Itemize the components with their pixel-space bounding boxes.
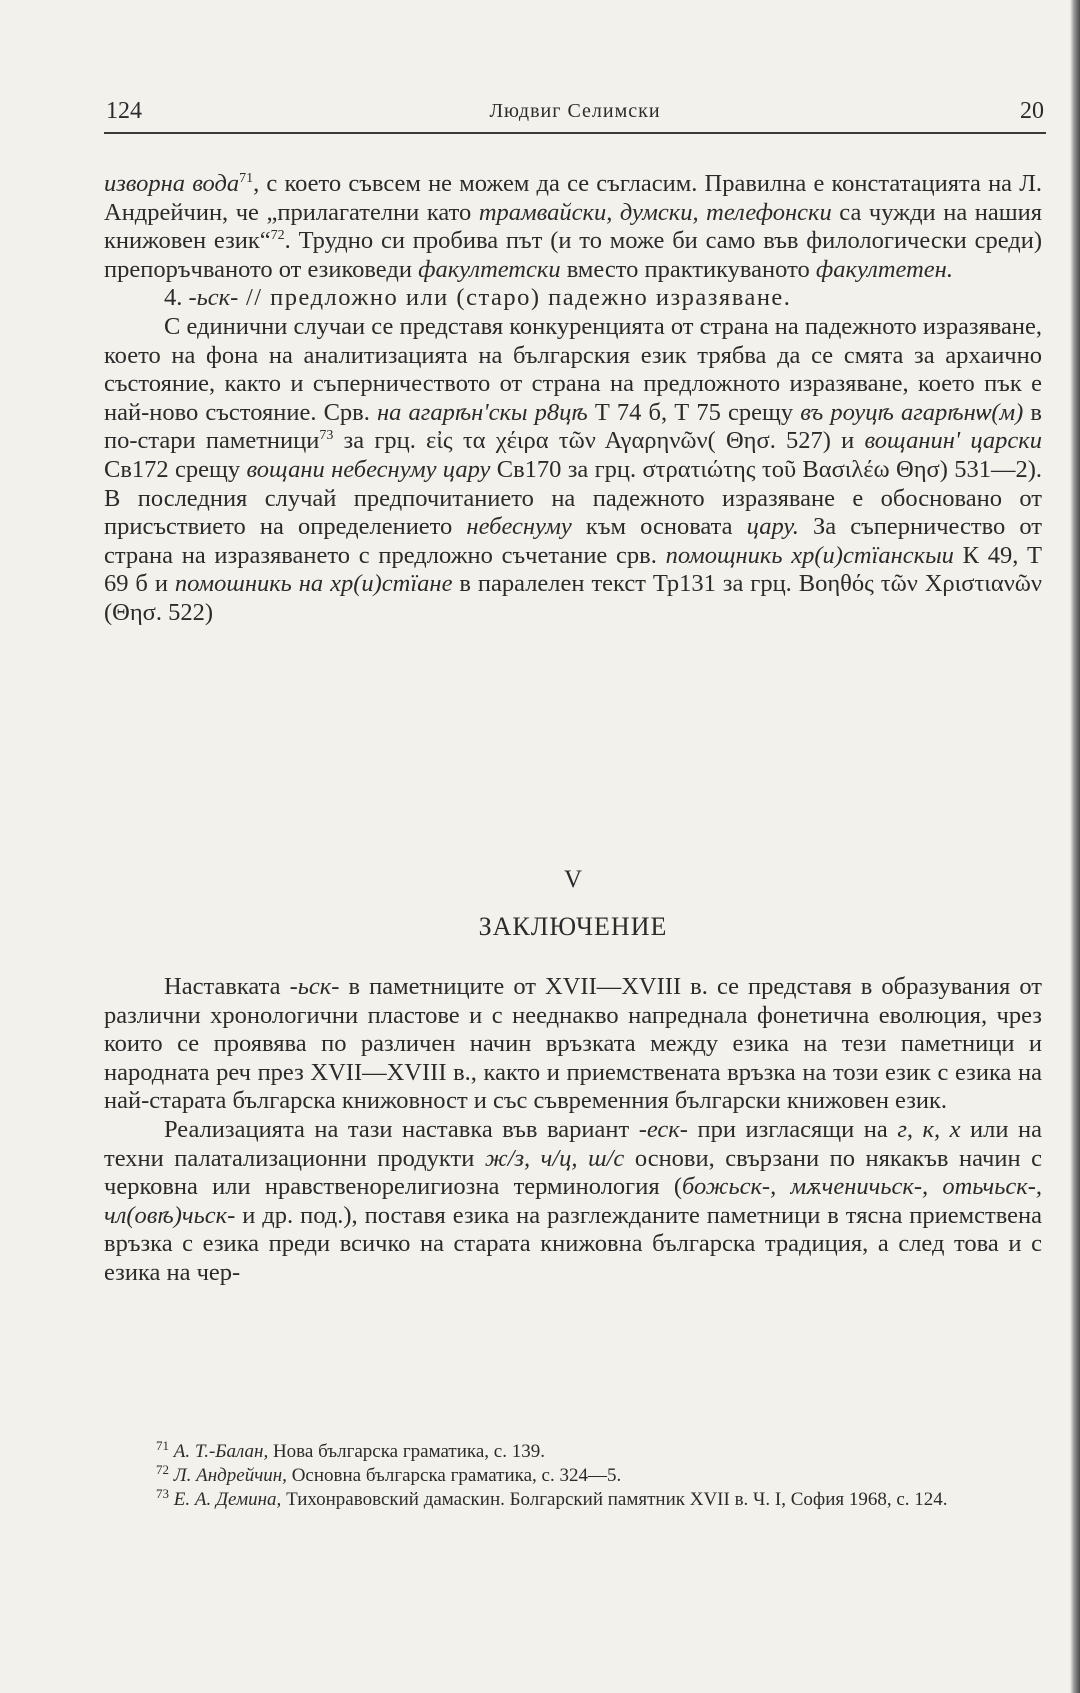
footnote	[104, 1464, 1042, 1488]
text-run: в по-стари паметници	[104, 398, 1042, 455]
footnote-author: Е. А. Демина,	[173, 1489, 282, 1510]
example-term: г, к, х	[897, 1115, 961, 1143]
example-term: вощани небеснуму цару	[246, 455, 491, 483]
section-number: V	[563, 866, 583, 893]
corner-number: 20	[1020, 98, 1044, 124]
suffix-term: -ьск-	[289, 973, 340, 1000]
header-rule	[104, 132, 1046, 134]
paragraph	[104, 313, 1042, 628]
text-run: За съперничество от страна на изразяването с предложно съчетание срв.	[104, 513, 1042, 569]
running-head	[106, 92, 1044, 132]
footnote-number: 71	[156, 1438, 169, 1453]
footnote-text: Тихонравовский дамаскин. Болгарский памятник XVII в. Ч. I, София 1968, с. 124.	[281, 1489, 948, 1510]
main-text-upper	[104, 170, 1042, 628]
footnote	[104, 1440, 1042, 1464]
example-term: факултетски	[418, 255, 561, 283]
example-term: помошникь на хр(и)стїане	[174, 570, 453, 598]
footnote-number: 72	[156, 1462, 169, 1477]
footnotes	[104, 1440, 1042, 1512]
text-run: С единични случаи се представя конкуренцията от страна на падежното изразяване, което на фона на аналитизацията на българския език трябва да се смята за архаично състояние, както и съперничеството от страна на предложното изразяване, което пък е най-ново състояние. Срв.	[104, 312, 1042, 426]
example-term: въ роуцѣ агарѣнѡ(м)	[800, 398, 1024, 426]
text-run: К 49, Т 69 б и	[104, 541, 1043, 598]
footnote-text: Нова българска граматика, с. 139.	[268, 1441, 545, 1462]
paragraph	[104, 973, 1042, 1116]
text-run: за грц. εἰς τα χέιρα τῶν Αγαρηνῶν( Θησ. 527) и	[333, 427, 865, 455]
suffix-term: -еск-	[638, 1115, 688, 1143]
text-run: вместо практикуваното	[560, 255, 816, 283]
footnote-author: А. Т.-Балан,	[173, 1441, 269, 1462]
example-term: цару.	[746, 513, 799, 541]
page-edge-shadow	[1070, 0, 1080, 1693]
text-run: в паралелен текст Тр131 за грц. Βοηθός τῶν Χριστιανῶν (Θησ. 522)	[104, 570, 1043, 626]
footnote	[104, 1488, 1042, 1512]
text-run: , с което съвсем не можем да се съгласим. Правилна е констатацията на Л. Андрейчин, че „прилагателни като	[104, 170, 1042, 226]
text-run: или на техни палатализационни продукти	[104, 1115, 1042, 1172]
text-run: в паметниците от XVII—XVIII в. се представя в образувания от различни хронологични пластове и с нееднакво напреднала фонетична еволюция, чрез които се проявява по различен начин връзката между езика на тези паметници и народната реч през XVII—XVIII в., както и приемствената връзка на този език с езика на най-старата българска книжовност и със съвременния български книжовен език.	[104, 973, 1042, 1115]
text-run: към основата	[571, 513, 747, 541]
text-run: Наставката	[164, 973, 290, 1000]
text-run: Св170 за грц. στρατιώτης τοῦ Βασιλέω Θησ) 531—2). В последния случай предпочитанието на падежното изразяване е обосновано от присъствието на определението	[104, 455, 1042, 541]
paragraph-continued	[104, 170, 1042, 284]
example-term: вощанин' царски	[864, 427, 1042, 455]
footnote-author: Л. Андрейчин,	[173, 1465, 287, 1486]
example-term: божьск-, мѫченичьск-, отьчьск-, чл(овѣ)чьск-	[104, 1173, 1042, 1229]
footnote-number: 73	[156, 1486, 169, 1501]
suffix-term: -ьск-	[188, 284, 239, 312]
item-number: 4.	[164, 284, 189, 312]
page-number: 124	[106, 98, 142, 124]
paragraph	[104, 1116, 1042, 1288]
text-run: Реализацията на тази наставка във вариант	[164, 1115, 639, 1143]
example-term: помощникь хр(и)стїанскыи	[665, 541, 954, 569]
text-run: и др. под.), поставя езика на разглежданите паметници в тясна приемствена връзка с езика преди всичко на старата книжовна българска традиция, а след това и с езика на чер-	[104, 1201, 1042, 1286]
text-run: Св172 срещу	[104, 455, 247, 483]
example-term: изворна вода	[104, 170, 240, 197]
main-text-lower	[104, 973, 1042, 1288]
text-run: Т 74 б, Т 75 срещу	[587, 398, 801, 426]
running-head-author: Людвиг Селимски	[489, 100, 661, 122]
footnote-ref: 71	[239, 171, 254, 186]
text-run: основи, свързани по някакъв начин с черковна или нравственорелигиозна терминология (	[104, 1144, 1042, 1201]
example-term: факултетен.	[815, 255, 953, 283]
section-title: ЗАКЛЮЧЕНИЕ	[478, 912, 668, 941]
footnote-ref: 72	[270, 228, 285, 244]
text-run: при изгласящи на	[687, 1115, 898, 1143]
text-run: . Трудно си пробива път (и то може би само във филологически среди) препоръчваното от езиковеди	[104, 227, 1042, 283]
example-term: небеснуму	[466, 513, 572, 541]
numbered-item-4	[104, 284, 1042, 313]
text-run: са чужди на нашия книжовен език“	[104, 198, 1042, 255]
example-term: на агарѣн'скы р8цѣ	[377, 398, 588, 426]
text-run: // предложно или (старо) падежно изразяване.	[238, 284, 792, 312]
example-term: ж/з, ч/ц, ш/с	[484, 1144, 625, 1172]
footnote-ref: 73	[319, 428, 334, 444]
footnote-text: Основна българска граматика, с. 324—5.	[286, 1465, 622, 1486]
example-term: трамвайски, думски, телефонски	[478, 198, 832, 226]
